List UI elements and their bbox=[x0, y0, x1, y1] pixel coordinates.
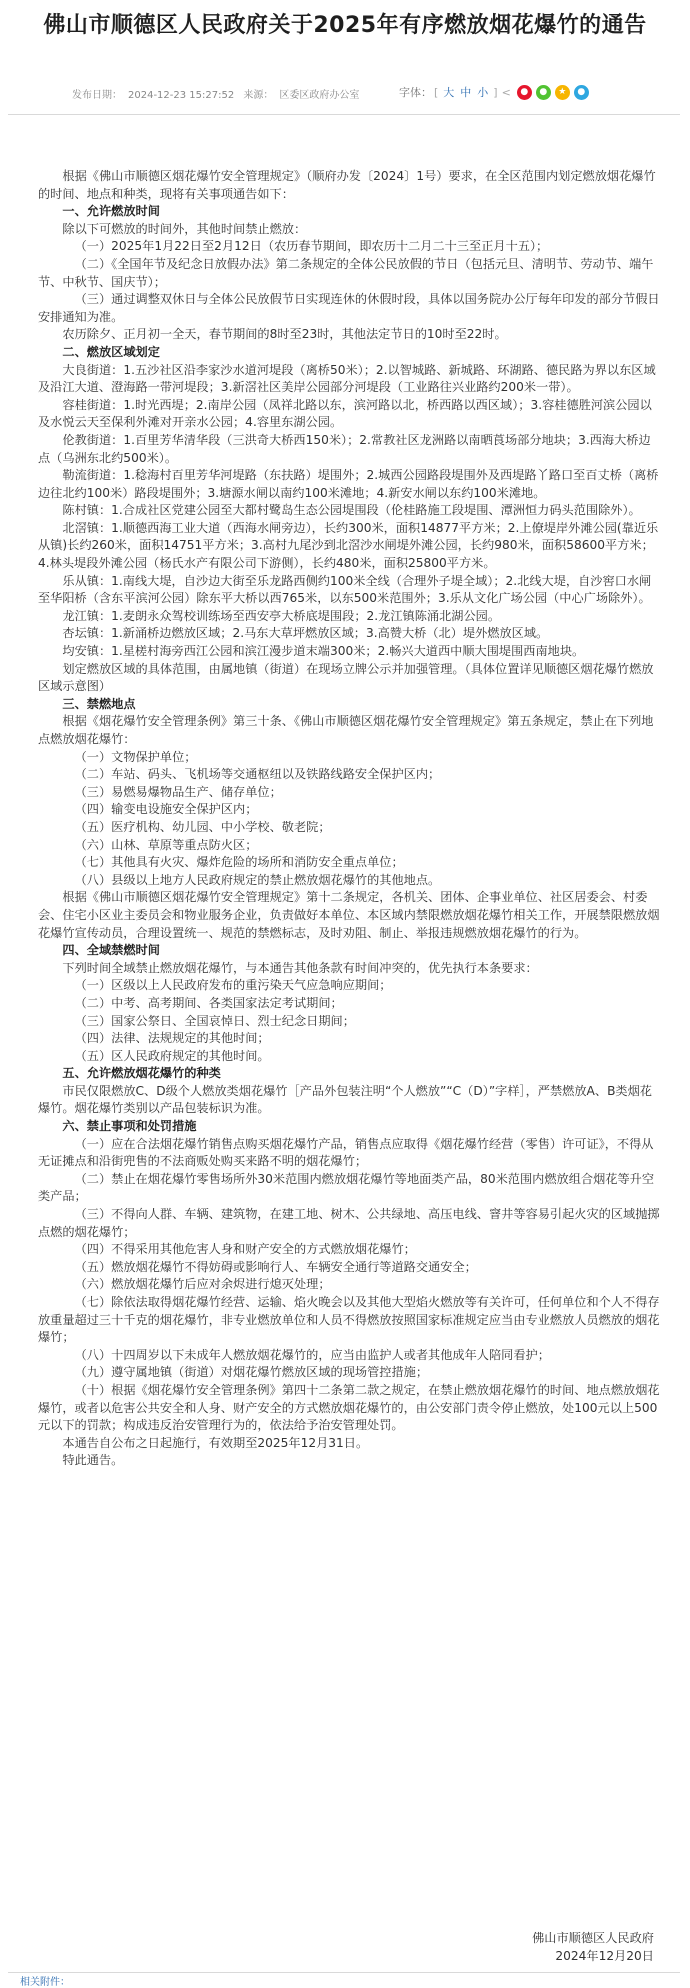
body-paragraph: （二）《全国年节及纪念日放假办法》第二条规定的全体公民放假的节日（包括元旦、清明节、劳动节、端午节、中秋节、国庆节）； bbox=[38, 256, 654, 289]
body-paragraph: 划定燃放区域的具体范围，由属地镇（街道）在现场立牌公示并加强管理。（具体位置详见顺德区烟花爆竹燃放区域示意图） bbox=[38, 661, 654, 694]
signature-block bbox=[532, 1930, 654, 1965]
wechat-share-icon[interactable]: ● bbox=[536, 85, 551, 100]
body-paragraph: 市民仅限燃放C、D级个人燃放类烟花爆竹［产品外包装注明“个人燃放”“C（D）”字样］，严禁燃放A、B类烟花爆竹。烟花爆竹类别以产品包装标识为准。 bbox=[38, 1083, 652, 1116]
font-size-label: 字体： bbox=[399, 86, 432, 99]
body-paragraph: 均安镇：1.星槎村海旁西江公园和滨江漫步道末端300米；2.畅兴大道西中顺大围堤围西南地块。 bbox=[62, 644, 585, 659]
qq-share-icon[interactable]: ● bbox=[574, 85, 589, 100]
body-paragraph: （二）禁止在烟花爆竹零售场所外30米范围内燃放烟花爆竹等地面类产品，80米范围内燃放组合烟花等升空类产品； bbox=[38, 1171, 655, 1204]
body-paragraph: 大良街道：1.五沙社区沿李家沙水道河堤段（离桥50米）；2.以智城路、新城路、环湖路、德民路为界以东区域及沿江大道、澄海路一带河堤段；3.新滘社区美岸公园部分河堤段（工业路往兴业路约200米一带）。 bbox=[38, 362, 656, 395]
body-paragraph: （六）山林、草原等重点防火区； bbox=[74, 837, 258, 852]
footer-divider bbox=[8, 1972, 680, 1973]
font-medium-button[interactable]: 中 bbox=[460, 86, 472, 99]
font-large-button[interactable]: 大 bbox=[443, 86, 455, 99]
article-tools bbox=[399, 84, 589, 100]
source-label: 来源： bbox=[243, 90, 274, 101]
body-paragraph: （八）十四周岁以下未成年人燃放烟花爆竹的，应当由监护人或者其他成年人陪同看护； bbox=[74, 1347, 550, 1362]
body-paragraph: （七）其他具有火灾、爆炸危险的场所和消防安全重点单位； bbox=[74, 855, 404, 870]
body-paragraph: （三）不得向人群、车辆、建筑物，在建工地、树木、公共绿地、高压电线、窨井等容易引起火灾的区域抛掷点燃的烟花爆竹； bbox=[38, 1207, 660, 1239]
body-paragraph: 特此通告。 bbox=[62, 1453, 124, 1468]
body-paragraph: 容桂街道：1.时光西堤；2.南岸公园（凤祥北路以东，滨河路以北，桥西路以西区域）；3.容桂德胜河滨公园以及水悦云天至保利外滩对开亲水公园；4.容里东湖公园。 bbox=[38, 397, 652, 430]
related-attachments-link[interactable]: 相关附件： bbox=[20, 1977, 70, 1988]
body-paragraph: 陈村镇：1.合成社区党建公园至大都村鹭岛生态公园堤围段（伦桂路施工段堤围、潭洲恒力码头范围除外）。 bbox=[62, 503, 641, 518]
body-paragraph: （四）法律、法规规定的其他时间； bbox=[74, 1031, 270, 1046]
body-paragraph: 农历除夕、正月初一全天，春节期间的8时至23时，其他法定节日的10时至22时。 bbox=[62, 327, 507, 342]
signature-org: 佛山市顺德区人民政府 bbox=[532, 1931, 654, 1945]
body-paragraph: 伦教街道：1.百里芳华清华段（三洪奇大桥西150米）；2.常教社区龙洲路以南晒莨场部分地块；3.西海大桥边点（乌洲东北约500米）。 bbox=[38, 432, 651, 465]
body-paragraph: （三）易燃易爆物品生产、储存单位； bbox=[74, 784, 282, 799]
body-paragraph: （十）根据《烟花爆竹安全管理条例》第四十二条第二款之规定，在禁止燃放烟花爆竹的时间、地点燃放烟花爆竹，或者以危害公共安全和人身、财产安全的方式燃放烟花爆竹的，由公安部门责令停止燃放，处100元以上500元以下的罚款；构成违反治安管理行为的，依法给予治安管理处罚。 bbox=[38, 1382, 660, 1433]
section-heading: 四、全域禁燃时间 bbox=[62, 943, 160, 958]
body-paragraph: 杏坛镇：1.新涌桥边燃放区域；2.马东大草坪燃放区域；3.高赞大桥（北）堤外燃放区域。 bbox=[62, 626, 549, 641]
source-text: 区委区政府办公室 bbox=[279, 90, 360, 101]
body-paragraph: （三）国家公祭日、全国哀悼日、烈士纪念日期间； bbox=[74, 1013, 355, 1028]
body-paragraph: （一）文物保护单位； bbox=[74, 749, 197, 764]
section-heading: 六、禁止事项和处罚措施 bbox=[62, 1119, 197, 1134]
body-paragraph: 龙江镇：1.麦朗永众驾校训练场至西安亭大桥底堤围段；2.龙江镇陈涌北湖公园。 bbox=[62, 608, 501, 623]
article-meta bbox=[72, 86, 365, 101]
body-paragraph: 根据《佛山市顺德区烟花爆竹安全管理规定》（顺府办发〔2024〕1号）要求，在全区范围内划定燃放烟花爆竹的时间、地点和种类，现将有关事项通告如下： bbox=[38, 169, 656, 201]
publish-label: 发布日期： bbox=[72, 90, 122, 101]
share-icon[interactable]: < bbox=[501, 85, 511, 99]
section-heading: 一、允许燃放时间 bbox=[62, 204, 160, 219]
body-paragraph: （一）应在合法烟花爆竹销售点购买烟花爆竹产品，销售点应取得《烟花爆竹经营（零售）许可证》，不得从无证摊点和沿街兜售的不法商贩处购买来路不明的烟花爆竹； bbox=[38, 1136, 654, 1169]
body-paragraph: （二）车站、码头、飞机场等交通枢纽以及铁路线路安全保护区内； bbox=[74, 767, 441, 782]
body-paragraph: （九）遵守属地镇（街道）对烟花爆竹燃放区域的现场管控措施； bbox=[74, 1365, 429, 1380]
page-title: 佛山市顺德区人民政府关于2025年有序燃放烟花爆竹的通告 bbox=[43, 13, 647, 38]
font-bracket-close: ] bbox=[493, 85, 498, 99]
header-divider bbox=[8, 114, 680, 115]
body-paragraph: （七）除依法取得烟花爆竹经营、运输、焰火晚会以及其他大型焰火燃放等有关许可，任何单位和个人不得存放重量超过三十千克的烟花爆竹，非专业燃放单位和人员不得燃放按照国家标准规定应当由专业燃放人员燃放的烟花爆竹； bbox=[38, 1295, 660, 1345]
body-paragraph: （一）区级以上人民政府发布的重污染天气应急响应期间； bbox=[74, 978, 392, 993]
section-heading: 三、禁燃地点 bbox=[62, 696, 136, 711]
body-paragraph: （四）输变电设施安全保护区内； bbox=[74, 802, 258, 817]
font-small-button[interactable]: 小 bbox=[477, 86, 489, 99]
body-paragraph: 勒流街道：1.稔海村百里芳华河堤路（东扶路）堤围外；2.城西公园路段堤围外及西堤路丫路口至百丈桥（离桥边往北约100米）路段堤围外；3.塘源水闸以南约100米滩地；4.新安水闸以东约100米滩地。 bbox=[38, 468, 659, 500]
body-paragraph: （三）通过调整双休日与全体公民放假节日实现连休的休假时段，具体以国务院办公厅每年印发的部分节假日安排通知为准。 bbox=[38, 292, 660, 324]
section-heading: 五、允许燃放烟花爆竹的种类 bbox=[62, 1066, 221, 1081]
publish-time: 2024-12-23 15:27:52 bbox=[128, 90, 235, 101]
body-paragraph: 根据《佛山市顺德区烟花爆竹安全管理规定》第十二条规定，各机关、团体、企事业单位、社区居委会、村委会、住宅小区业主委员会和物业服务企业，负责做好本单位、本区域内禁限燃放烟花爆竹相关工作，开展禁限燃放烟花爆竹宣传动员，合理设置统一、规范的禁燃标志，及时劝阻、制止、举报违规燃放烟花爆竹的行为。 bbox=[38, 890, 660, 940]
body-paragraph: （五）燃放烟花爆竹不得妨碍或影响行人、车辆安全通行等道路交通安全； bbox=[74, 1259, 477, 1274]
body-paragraph: （五）区人民政府规定的其他时间。 bbox=[74, 1048, 270, 1063]
body-paragraph: （六）燃放烟花爆竹后应对余烬进行熄灭处理； bbox=[74, 1277, 331, 1292]
body-paragraph: （五）医疗机构、幼儿园、中小学校、敬老院； bbox=[74, 819, 331, 834]
weibo-share-icon[interactable]: ● bbox=[517, 85, 532, 100]
body-paragraph: 根据《烟花爆竹安全管理条例》第三十条、《佛山市顺德区烟花爆竹安全管理规定》第五条规定，禁止在下列地点燃放烟花爆竹： bbox=[38, 714, 654, 746]
body-paragraph: （八）县级以上地方人民政府规定的禁止燃放烟花爆竹的其他地点。 bbox=[74, 872, 441, 887]
body-paragraph: 本通告自公布之日起施行，有效期至2025年12月31日。 bbox=[62, 1435, 369, 1450]
body-paragraph: （二）中考、高考期间、各类国家法定考试期间； bbox=[74, 995, 343, 1010]
body-paragraph: 下列时间全域禁止燃放烟花爆竹，与本通告其他条款有时间冲突的，优先执行本条要求： bbox=[62, 960, 538, 975]
article-body bbox=[38, 168, 660, 1470]
section-heading: 二、燃放区域划定 bbox=[62, 344, 160, 359]
body-paragraph: （四）不得采用其他危害人身和财产安全的方式燃放烟花爆竹； bbox=[74, 1242, 416, 1257]
qzone-share-icon[interactable]: ★ bbox=[555, 85, 570, 100]
font-bracket-open: [ bbox=[434, 85, 439, 99]
body-paragraph: 除以下可燃放的时间外，其他时间禁止燃放： bbox=[62, 221, 307, 236]
body-paragraph: （一）2025年1月22日至2月12日（农历春节期间，即农历十二月二十三至正月十五）； bbox=[74, 239, 549, 254]
body-paragraph: 乐从镇：1.南线大堤，自沙边大街至乐龙路西侧约100米全线（合理外子堤全域）；2.北线大堤，自沙窖口水闸至华阳桥（含东平滨河公园）除东平大桥以西765米，以东500米范围外；3.乐从文化广场公园（中心广场除外）。 bbox=[38, 573, 652, 606]
signature-date: 2024年12月20日 bbox=[555, 1948, 654, 1963]
body-paragraph: 北滘镇：1.顺德西海工业大道（西海水闸旁边），长约300米，面积14877平方米；2.上僚堤岸外滩公园(靠近乐从镇)长约260米，面积14751平方米；3.高村九尾沙到北滘沙水闸堤外滩公园，长约980米，面积58600平方米；4.林头堤段外滩公园（杨氏水产有限公司下游侧），长约480米，面积25800平方米。 bbox=[38, 520, 659, 571]
